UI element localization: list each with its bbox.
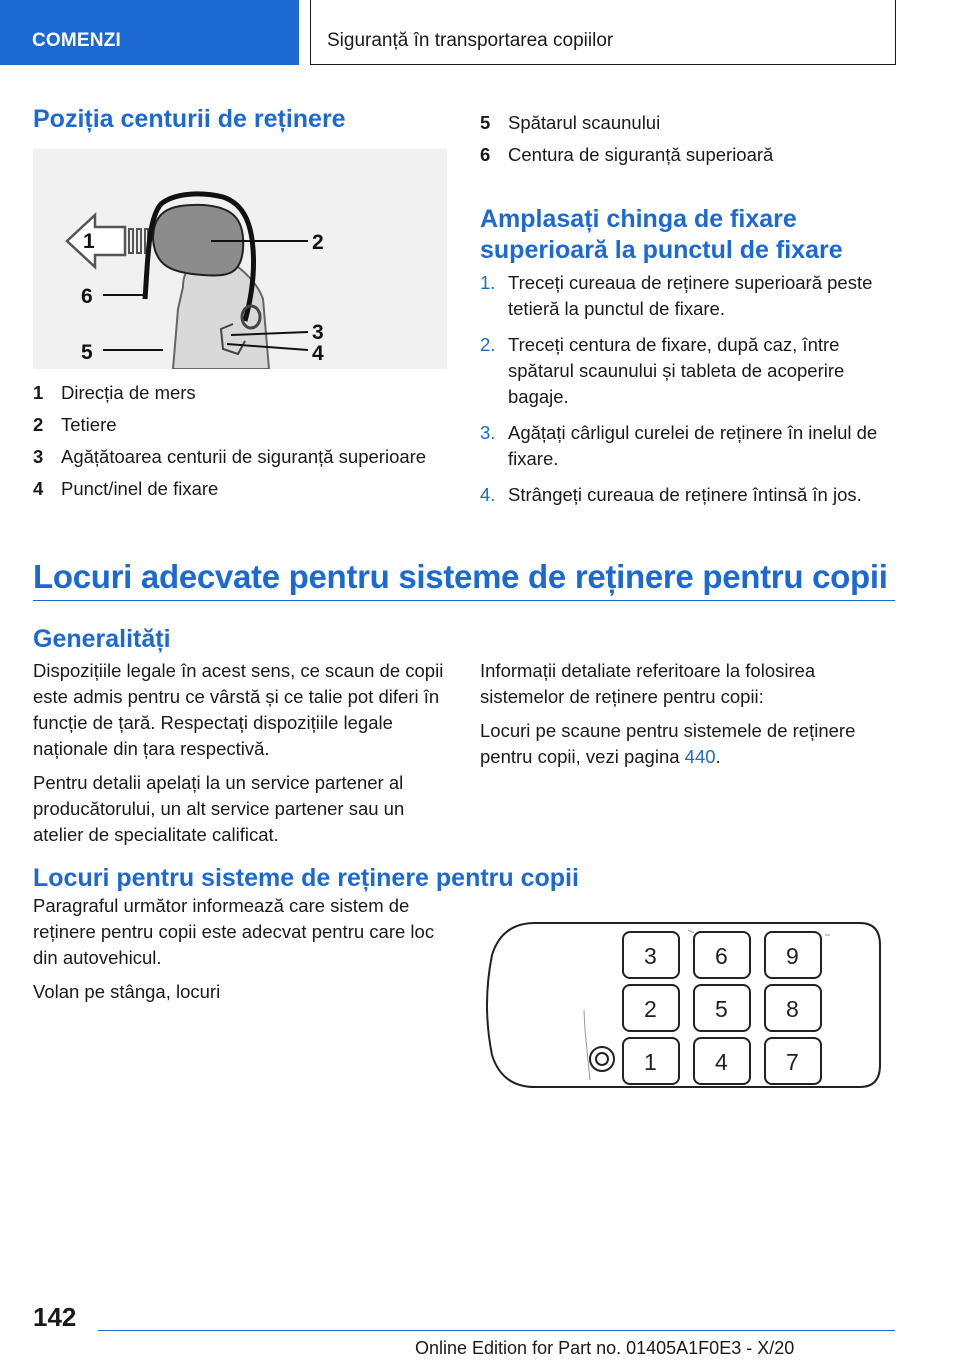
step-item (480, 420, 892, 472)
callout-2: 2 (312, 231, 324, 254)
legend-item (33, 382, 447, 414)
step-number: 4. (480, 484, 496, 505)
seat-number: 6 (715, 943, 728, 969)
seat-places-heading: Locuri pentru sisteme de reținere pentru copii (33, 864, 579, 892)
general-heading: Generalități (33, 625, 171, 653)
legend-label: Centura de siguranță superioară (508, 144, 774, 165)
seat-places-text (33, 893, 447, 1013)
title-divider (33, 600, 895, 601)
step-number: 2. (480, 334, 496, 355)
step-text: Treceți cureaua de reținere superioară peste tetieră la punctul de fixare. (508, 272, 873, 319)
footer-divider (98, 1330, 895, 1331)
legend-number: 4 (33, 478, 44, 499)
callout-5: 5 (81, 341, 93, 364)
general-paragraph: Pentru detalii apelați la un service partener al producătorului, un alt service partener sau un atelier de specialitate calificat. (33, 772, 405, 845)
seat-number: 9 (786, 943, 799, 969)
callout-1: 1 (83, 230, 95, 253)
section-label: COMENZI (32, 30, 122, 51)
general-paragraph: Dispozițiile legale în acest sens, ce scaun de copii este admis pentru ce vârstă și ce talie pot diferi în funcție de țară. Respectați dispozițiile legale naționale din țara respectivă. (33, 660, 444, 759)
seat-number: 7 (786, 1049, 799, 1075)
step-item (480, 482, 892, 508)
figure-legend-left (33, 382, 447, 510)
legend-label: Tetiere (61, 414, 117, 435)
step-text: Strângeți cureaua de reținere întinsă în jos. (508, 484, 862, 505)
tether-steps (480, 270, 892, 518)
callout-4: 4 (312, 342, 324, 365)
tether-heading (480, 204, 892, 266)
legend-label: Spătarul scaunului (508, 112, 661, 133)
page-number: 142 (33, 1302, 77, 1332)
section-tab (0, 0, 299, 65)
legend-number: 2 (33, 414, 44, 435)
legend-label: Punct/inel de fixare (61, 478, 219, 499)
edition-note: Online Edition for Part no. 01405A1F0E3 - X/20 (415, 1338, 795, 1358)
tether-heading-line2: superioară la punctul de fixare (480, 236, 843, 264)
legend-item (480, 144, 892, 176)
arrow-tail-mark (137, 229, 141, 253)
page-440-link[interactable]: 440 (684, 746, 716, 767)
step-number: 3. (480, 422, 496, 443)
seat-grid-figure (480, 905, 890, 1105)
info-paragraph: Informații detaliate referitoare la folosirea sistemelor de reținere pentru copii: (480, 660, 816, 707)
step-item (480, 332, 892, 410)
legend-label: Direcția de mers (61, 382, 196, 403)
seat-reference-end: . (715, 746, 721, 767)
direction-arrow-icon (67, 215, 125, 267)
step-item (480, 270, 892, 322)
legend-item (33, 414, 447, 446)
seat-reference-text: Locuri pe scaune pentru sistemele de reținere pentru copii, vezi pagina (480, 720, 856, 767)
step-text: Agățați cârligul curelei de reținere în inelul de fixare. (508, 422, 878, 469)
seat-number: 3 (644, 943, 657, 969)
legend-item (33, 446, 447, 478)
arrow-tail-mark (129, 229, 133, 253)
topic-tab (310, 0, 896, 65)
seat-number: 8 (786, 996, 799, 1022)
figure-legend-right (480, 112, 892, 176)
callout-6: 6 (81, 285, 93, 308)
legend-number: 5 (480, 112, 491, 133)
tether-heading-line1: Amplasați chinga de fixare (480, 205, 797, 233)
topic-label: Siguranță în transportarea copiilor (327, 30, 614, 51)
seat-places-caption: Volan pe stânga, locuri (33, 981, 221, 1002)
legend-item (33, 478, 447, 510)
legend-number: 6 (480, 144, 491, 165)
legend-label: Agățătoarea centurii de siguranță superioare (61, 446, 427, 467)
callout-3: 3 (312, 321, 324, 344)
seat-number: 4 (715, 1049, 728, 1075)
legend-number: 1 (33, 382, 44, 403)
legend-item (480, 112, 892, 144)
seat-number: 5 (715, 996, 728, 1022)
seat-places-paragraph: Paragraful următor informează care sistem de reținere pentru copii este adecvat pentru care loc din autovehicul. (33, 895, 435, 968)
step-text: Treceți centura de fixare, după caz, între spătarul scaunului și tableta de acoperire bagaje. (508, 334, 845, 407)
legend-number: 3 (33, 446, 44, 467)
general-text-right (480, 658, 892, 778)
seat-reference-paragraph (480, 718, 892, 770)
suitable-places-title: Locuri adecvate pentru sisteme de reținere pentru copii (33, 558, 888, 595)
seat-number: 1 (644, 1049, 657, 1075)
belt-position-heading: Poziția centurii de reținere (33, 105, 346, 133)
general-text-left (33, 658, 447, 856)
belt-position-figure (33, 149, 447, 369)
step-number: 1. (480, 272, 496, 293)
seat-number: 2 (644, 996, 657, 1022)
